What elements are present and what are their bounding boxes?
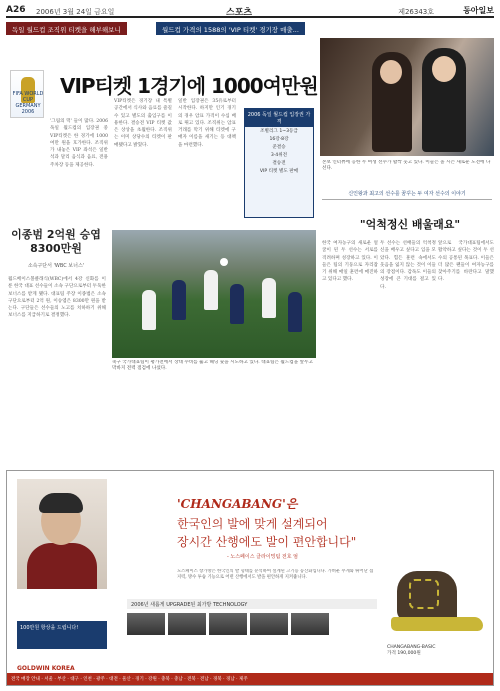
boot-product-icon <box>387 571 487 641</box>
infobox-row: 조별리그 1~3등급 <box>260 129 298 134</box>
ad-feature-images <box>127 613 377 637</box>
article-column-2: VIP티켓은 경기장 내 특별 공간에서 식사와 음료를 즐길 수 있고 별도의 출입구를 이용한다. 결승전 VIP 티켓 값은 상상을 초월한다. 조직위는 이미 상당수의 티켓이 판매됐다고 밝혔다. <box>114 99 172 148</box>
match-photo-caption: 축구 국가대표팀이 평가전에서 상대 수비를 뚫고 헤딩 슛을 시도하고 있다. 대표팀은 월드컵을 앞두고 막바지 전력 점검에 나섰다. <box>112 360 313 371</box>
left-story-subhead: 소속구단서 'WBC 보너스' <box>27 263 85 269</box>
article-column-1: '그림의 떡' 들이 많다. 2006 독일 월드컵의 입장권 중 VIP티켓은 한 경기에 1000여만 원을 호가한다. 조직위가 내놓은 VIP 좌석은 일반석과 달리 음식과 음료, 전용 주차장 등을 제공한다. <box>50 119 108 168</box>
ad-model-photo <box>17 479 107 589</box>
feature-subtitle: 신인왕과 최고의 선수를 꿈꾸는 두 여자 선수의 이야기 <box>322 190 492 200</box>
left-story-headline: 이종범 2억원 승엽 8300만원 <box>11 228 101 255</box>
feature-column-1: 한국 여자농구의 새로운 얼굴이 된 두 선수는 서로를 격려하며 성장하고 있다. 이들은 팀의 기둥으로 자리잡기 위해 매일 훈련에 매진하고 있다고 했다. <box>322 241 378 283</box>
feature-photo-caption: 본보 인터뷰에 응한 두 여성 선수가 활짝 웃고 있다. 이들은 올 시즌 새로운 도전에 나선다. <box>322 160 491 171</box>
infobox-row: 결승전 <box>272 161 286 166</box>
ad-model-name: CHANGABANG-BASIC <box>387 645 436 650</box>
soccer-match-photo <box>112 230 316 358</box>
infobox-row: 준결승 <box>272 145 286 150</box>
ad-brand-logo: GOLDWIN KOREA <box>17 665 75 672</box>
main-headline: VIP티켓 1경기에 1000여만원 <box>60 74 318 98</box>
feature-quote-headline: "억척정신 배울래요" <box>359 218 461 231</box>
infobox-row: 3·4위전 <box>270 153 288 158</box>
feature-column-2: 두 선수는 선배들의 억척정신을 배우고 싶다고 입을 모았다. 힘든 훈련 속에서도 웃음을 잃지 않는 것이 이들의 장점이다. 감독도 이들의 성장에 큰 기대를 걸고 있다. <box>380 241 436 290</box>
ad-price: 가격 190,000원 <box>387 651 421 656</box>
soccer-ball-icon <box>220 258 228 266</box>
emblem-label: FIFA WORLD CUP GERMANY 2006 <box>12 91 44 115</box>
section-name: 스포츠 <box>226 8 253 18</box>
feature-photo <box>320 38 494 156</box>
ad-headline-line-2: 장시간 산행에도 발이 편안합니다" <box>177 535 357 549</box>
ad-headline-line-1: 한국인의 발에 맞게 설계되어 <box>177 517 328 531</box>
infobox-row: 16강·8강 <box>269 137 289 142</box>
advertisement <box>6 470 494 686</box>
infobox-title: 2006 독일 월드컵 입장권 가격 <box>245 109 313 127</box>
infobox-row: VIP 티켓 별도 판매 <box>259 169 299 174</box>
issue-number: 제26343호 <box>398 8 434 16</box>
ticket-price-box <box>244 108 314 218</box>
ad-signature: - 노스페이스 클라이밍팀 전호 엄 <box>227 554 298 560</box>
publication-date: 2006년 3월 24일 금요일 <box>36 8 115 16</box>
left-story-body: 월드베이스볼클래식(WBC)에서 4강 신화를 이룬 한국 대표 선수들이 소속 구단으로부터 두둑한 보너스를 받게 됐다. 대표팀 주장 이종범은 소속 구단으로부터 2억 원, 이승엽은 8300만 원을 받는다. 구단들은 선수들의 노고를 치하하기 위해 보너스를 지급하기로 결정했다. <box>8 277 106 319</box>
ad-body-text: 노스페이스 창가방은 한국인의 발 형태를 분석하여 설계된 고기능 등산화입니다. 가벼운 무게와 뛰어난 접지력, 방수 투습 기능으로 어떤 산행에서도 발을 편안하게 지켜줍니다. <box>177 569 374 580</box>
ad-title: 'CHANGABANG'은 <box>177 497 298 511</box>
ad-footer: 전국 매장 안내 · 서울 · 부산 · 대구 · 인천 · 광주 · 대전 · 울산 · 경기 · 강원 · 충북 · 충남 · 전북 · 전남 · 경북 · 경남 · 제주 <box>7 673 493 685</box>
topic-label-primary: 독일 월드컵 조직위 티켓을 해부해보니 <box>6 22 127 35</box>
masthead <box>6 4 494 18</box>
topic-label-secondary: 월드컵 가격의 1588의 'VIP 티켓' 경기장 매출... <box>156 22 305 35</box>
feature-column-3: 앞으로 국가대표팀에서도 활약하고 싶다는 것이 두 선수의 공통된 목표다. 이들은 더 많은 팬들이 여자농구를 찾아주기를 바란다고 말했다. <box>438 241 494 283</box>
ad-promo-badge: 100만원 항상을 드립니다! <box>17 621 107 649</box>
ad-product-info <box>387 645 487 656</box>
article-column-3: 일반 입장권은 35유로부터 시작한다. 하지만 인기 경기의 경우 암표 가격이 수십 배로 뛰고 있다. 조직위는 암표 거래를 막기 위해 티켓에 구매자 이름을 새기는 등 대책을 마련했다. <box>178 99 236 148</box>
ad-technology-bar: 2006년 새롭게 UPGRADE된 최가방 TECHNOLOGY <box>127 599 377 609</box>
world-cup-emblem <box>10 70 44 118</box>
topic-strip <box>6 22 494 35</box>
newspaper-logo: 동아일보 <box>463 6 494 15</box>
page-number: A26 <box>6 5 26 15</box>
